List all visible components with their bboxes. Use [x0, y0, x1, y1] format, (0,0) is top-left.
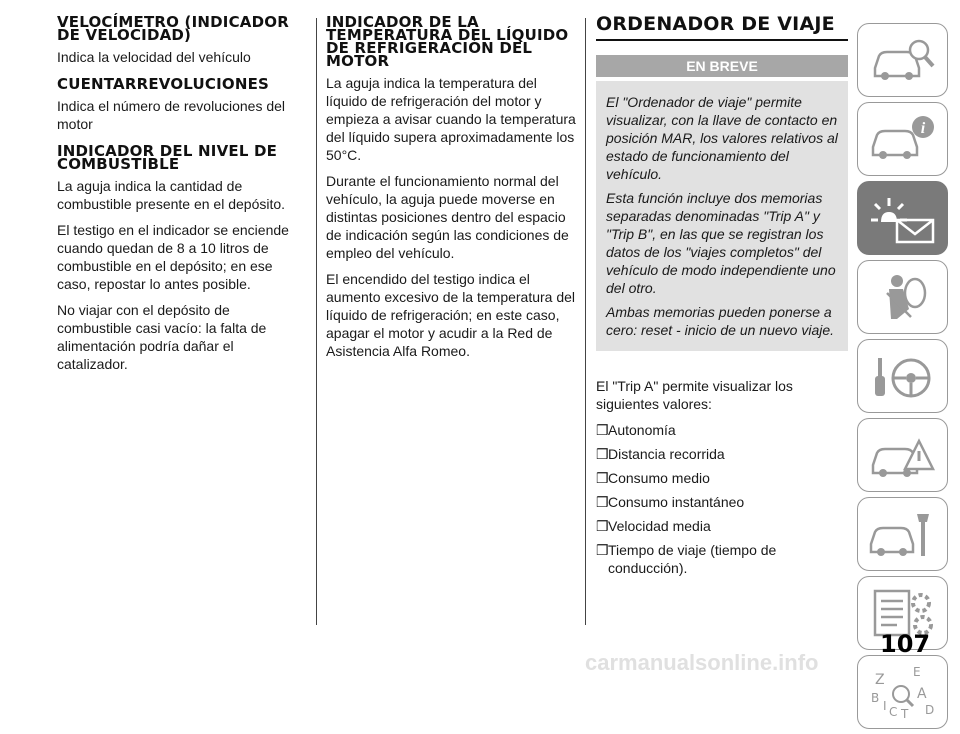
heading-rule	[596, 39, 848, 41]
list-item: ❒Distancia recorrida	[596, 446, 725, 462]
svg-text:T: T	[900, 707, 908, 720]
fuel-paragraph-3: No viajar con el depósito de combustible casi vacío: la falta de alimentación podría dañar el catalizador.	[57, 302, 267, 372]
bullet-icon: ❒	[596, 518, 609, 534]
bullet-icon: ❒	[596, 494, 609, 510]
column-1	[57, 13, 307, 381]
coolant-paragraph-3: El encendido del testigo indica el aumento excesivo de la temperatura del líquido de refrigeración; en este caso, apagar el motor y acudir a la Red de Asistencia Alfa Romeo.	[326, 271, 576, 359]
alphabetical-index-icon	[867, 664, 939, 720]
bullet-icon: ❒	[596, 470, 609, 486]
column-divider-1	[316, 18, 317, 625]
airbag-safety-icon	[867, 269, 939, 325]
svg-text:E: E	[912, 665, 921, 679]
chapter-tab-knowledge-info[interactable]	[857, 102, 948, 176]
fuel-gauge-heading: INDICADOR DEL NIVEL DE COMBUSTIBLE	[57, 142, 278, 173]
list-item: ❒Tiempo de viaje (tiempo de conducción).	[596, 542, 777, 576]
svg-text:I: I	[882, 699, 887, 713]
dashboard-lights-icon	[867, 190, 939, 246]
chapter-tab-emergency[interactable]	[857, 418, 948, 492]
svg-text:C: C	[888, 705, 897, 719]
trip-computer-heading: ORDENADOR DE VIAJE	[596, 13, 835, 35]
svg-text:B: B	[870, 691, 879, 705]
chapter-tab-vehicle-knowledge[interactable]	[857, 23, 948, 97]
key-steering-wheel-icon	[867, 348, 939, 404]
tachometer-text: Indica el número de revoluciones del motor	[57, 98, 286, 132]
coolant-paragraph-2: Durante el funcionamiento normal del vehículo, la aguja puede moverse en distintas posiciones dentro del espacio de indicación según las condiciones de empleo del vehículo.	[326, 173, 569, 261]
car-breakdown-icon	[867, 427, 939, 483]
svg-text:A: A	[916, 686, 927, 702]
chapter-tab-index[interactable]	[857, 655, 948, 729]
bullet-icon: ❒	[596, 446, 609, 462]
speedometer-text: Indica la velocidad del vehículo	[57, 49, 251, 65]
summary-paragraph-2: Esta función incluye dos memorias separadas denominadas "Trip A" y "Trip B", en las que se registran los datos de los "viajes completos" del vehículo de modo independiente uno del otro.	[606, 190, 836, 296]
coolant-temperature-heading: INDICADOR DE LA TEMPERATURA DEL LÍQUIDO DE REFRIGERACIÓN DEL MOTOR	[326, 13, 569, 70]
summary-paragraph-1: El "Ordenador de viaje" permite visualizar, con la llave de contacto en posición MAR, los valores relativos al estado de funcionamiento del vehículo.	[606, 94, 838, 182]
speedometer-heading: VELOCÍMETRO (INDICADOR DE VELOCIDAD)	[57, 13, 289, 44]
bullet-icon: ❒	[596, 422, 609, 438]
column-divider-2	[585, 18, 586, 625]
coolant-paragraph-1: La aguja indica la temperatura del líquido de refrigeración del motor y empieza a avisar cuando la temperatura del líquido supera aproximadamente los 50°C.	[326, 75, 576, 163]
svg-text:Z: Z	[874, 672, 885, 688]
list-item: ❒Velocidad media	[596, 518, 711, 534]
column-3	[596, 13, 848, 583]
trip-a-values-list	[596, 421, 848, 577]
trip-a-intro: El "Trip A" permite visualizar los siguientes valores:	[596, 378, 793, 412]
car-info-icon	[867, 111, 939, 167]
summary-paragraph-3: Ambas memorias pueden ponerse a cero: reset - inicio de un nuevo viaje.	[606, 304, 835, 338]
page-number: 107	[880, 630, 931, 658]
bullet-icon: ❒	[596, 542, 609, 558]
list-item: ❒Consumo medio	[596, 470, 710, 486]
car-search-icon	[867, 32, 939, 88]
column-2	[326, 13, 578, 368]
list-item: ❒Consumo instantáneo	[596, 494, 745, 510]
chapter-sidebar	[857, 23, 948, 734]
watermark-text: carmanualsonline.info	[585, 650, 819, 675]
chapter-tab-safety[interactable]	[857, 260, 948, 334]
fuel-paragraph-2: El testigo en el indicador se enciende cuando quedan de 8 a 10 litros de combustible en el depósito; en ese caso, repostar lo antes posible.	[57, 222, 289, 292]
fuel-paragraph-1: La aguja indica la cantidad de combustible presente en el depósito.	[57, 178, 286, 212]
svg-text:D: D	[924, 703, 934, 717]
chapter-tab-maintenance[interactable]	[857, 497, 948, 571]
list-item: ❒Autonomía	[596, 422, 676, 438]
summary-box-title: EN BREVE	[596, 55, 848, 77]
chapter-tab-starting-driving[interactable]	[857, 339, 948, 413]
svg-text:i: i	[920, 120, 925, 137]
tachometer-heading: CUENTARREVOLUCIONES	[57, 75, 270, 93]
chapter-tab-dashboard[interactable]	[857, 181, 948, 255]
car-maintenance-icon	[867, 506, 939, 562]
summary-box	[596, 81, 848, 351]
